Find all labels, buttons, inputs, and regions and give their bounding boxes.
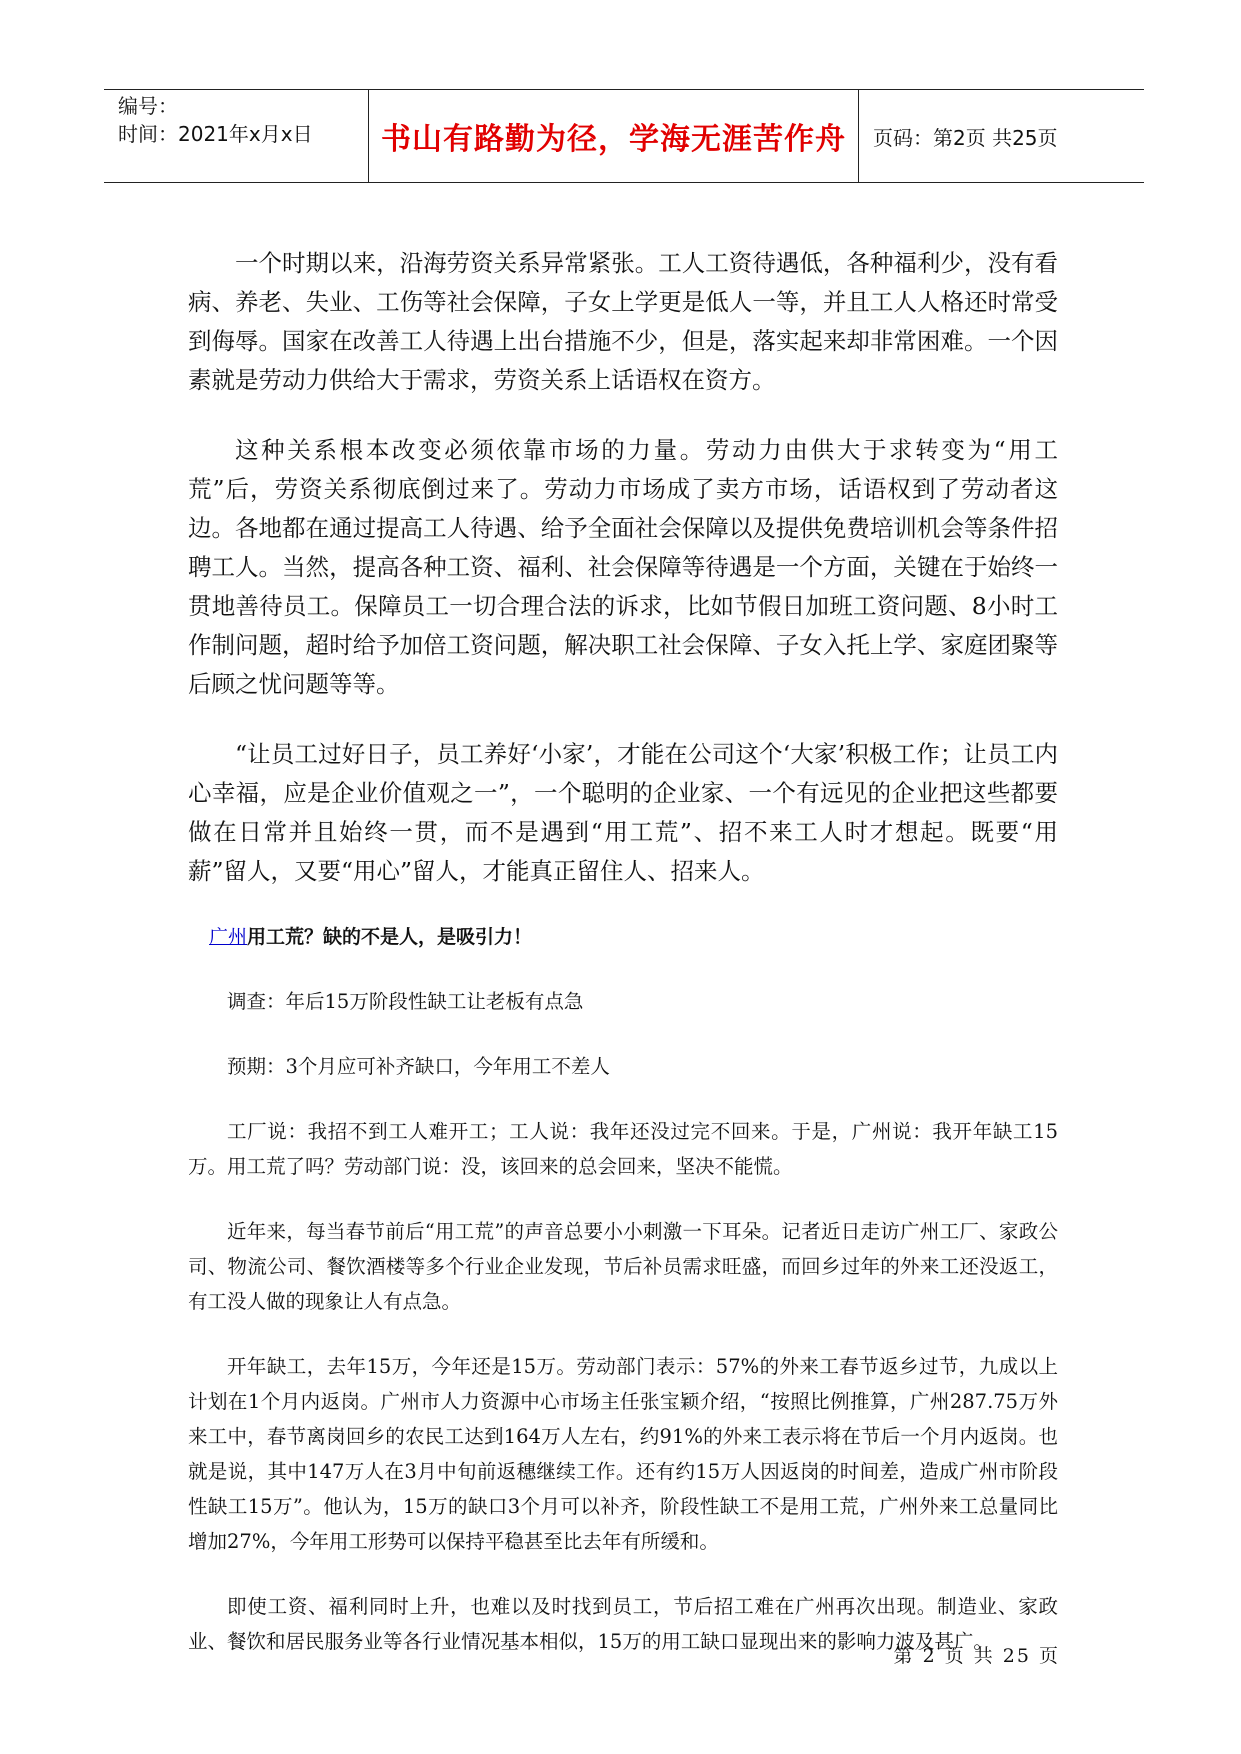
- article-paragraph: 开年缺工，去年15万，今年还是15万。劳动部门表示：57%的外来工春节返乡过节，九成以上计划在1个月内返岗。广州市人力资源中心市场主任张宝颖介绍，“按照比例推算，广州287.75万外来工中，春节离岗回乡的农民工达到164万人左右，约91%的外来工表示将在节后一个月内返岗。也就是说，其中147万人在3月中旬前返穗继续工作。还有约15万人因返岗的时间差，造成广州市阶段性缺工15万”。他认为，15万的缺口3个月可以补齐，阶段性缺工不是用工荒，广州外来工总量同比增加27%，今年用工形势可以保持平稳甚至比去年有所缓和。: [188, 1355, 1058, 1553]
- guangzhou-link[interactable]: 广州: [209, 926, 248, 948]
- article-paragraph: 调查：年后15万阶段性缺工让老板有点急: [227, 990, 584, 1013]
- header-page-info: 页码：第2页 共25页: [873, 125, 1058, 150]
- page-footer: 第 2 页 共 25 页: [893, 1645, 1060, 1667]
- page-header: [104, 89, 1144, 183]
- document-body: [188, 244, 1058, 1689]
- intro-paragraph: 一个时期以来，沿海劳资关系异常紧张。工人工资待遇低，各种福利少，没有看病、养老、失业、工伤等社会保障，子女上学更是低人一等，并且工人人格还时常受到侮辱。国家在改善工人待遇上出台措施不少，但是，落实起来却非常困难。一个因素就是劳动力供给大于需求，劳资关系上话语权在资方。: [188, 249, 1058, 394]
- serial-label: 编号：: [118, 94, 178, 118]
- intro-paragraph: 这种关系根本改变必须依靠市场的力量。劳动力由供大于求转变为“用工荒”后，劳资关系彻底倒过来了。劳动力市场成了卖方市场，话语权到了劳动者这边。各地都在通过提高工人待遇、给予全面社会保障以及提供免费培训机会等条件招聘工人。当然，提高各种工资、福利、社会保障等待遇是一个方面，关键在于始终一贯地善待员工。保障员工一切合理合法的诉求，比如节假日加班工资问题、8小时工作制问题，超时给予加倍工资问题，解决职工社会保障、子女入托上学、家庭团聚等后顾之忧问题等等。: [188, 436, 1058, 698]
- section-title: [209, 922, 1058, 952]
- header-meta: [104, 90, 369, 182]
- header-motto: 书山有路勤为径，学海无涯苦作舟: [369, 90, 859, 182]
- article-paragraph: 即使工资、福利同时上升，也难以及时找到员工，节后招工难在广州再次出现。制造业、家政业、餐饮和居民服务业等各行业情况基本相似，15万的用工缺口显现出来的影响力波及甚广。: [188, 1595, 1058, 1653]
- article-paragraph: 预期：3个月应可补齐缺口，今年用工不差人: [227, 1055, 610, 1078]
- article-paragraph: 近年来，每当春节前后“用工荒”的声音总要小小刺激一下耳朵。记者近日走访广州工厂、家政公司、物流公司、餐饮酒楼等多个行业企业发现，节后补员需求旺盛，而回乡过年的外来工还没返工，有工没人做的现象让人有点急。: [188, 1220, 1058, 1313]
- intro-paragraph: “让员工过好日子，员工养好‘小家’，才能在公司这个‘大家’积极工作；让员工内心幸福，应是企业价值观之一”，一个聪明的企业家、一个有远见的企业把这些都要做在日常并且始终一贯，而不是遇到“用工荒”、招不来工人时才想起。既要“用薪”留人，又要“用心”留人，才能真正留住人、招来人。: [188, 740, 1058, 885]
- article-paragraph: 工厂说：我招不到工人难开工；工人说：我年还没过完不回来。于是，广州说：我开年缺工15万。用工荒了吗？劳动部门说：没，该回来的总会回来，坚决不能慌。: [188, 1120, 1058, 1178]
- section-title-text: 用工荒？缺的不是人，是吸引力！: [247, 926, 533, 948]
- time-label: 时间：2021年x月x日: [118, 122, 313, 146]
